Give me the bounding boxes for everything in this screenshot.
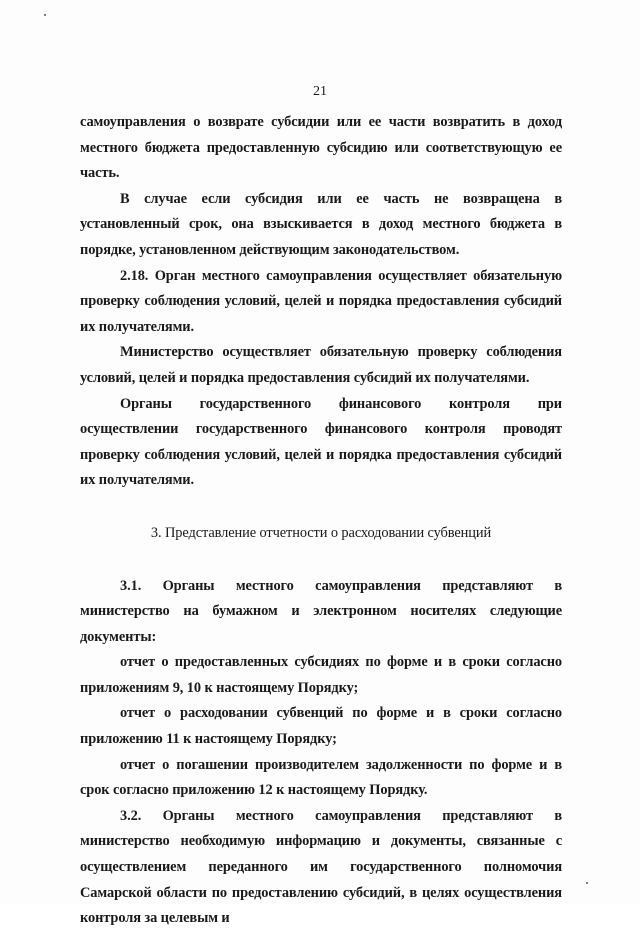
paragraph: Министерство осуществляет обязательную проверку соблюдения условий, целей и порядка предоставления субсидий их получателями. bbox=[80, 344, 562, 386]
scan-speck bbox=[44, 14, 46, 16]
page-number: 21 bbox=[313, 84, 327, 99]
scan-speck bbox=[586, 882, 588, 884]
list-item: отчет о расходовании субвенций по форме и в сроки согласно приложению 11 к настоящему Порядку; bbox=[80, 705, 562, 748]
paragraph: 3.2. Органы местного самоуправления представляют в министерство необходимую информацию и документы, связанные с осуществлением переданного им государственного полномочия Самарской области по предоставлению субсидий, в целях осуществления контроля за целевым и bbox=[80, 807, 562, 927]
section-title: 3. Представление отчетности о расходовании субвенций bbox=[150, 524, 492, 541]
paragraph: самоуправления о возврате субсидии или ее части возвратить в доход местного бюджета предоставленную субсидию или соответствующую ее часть. bbox=[80, 114, 562, 182]
paragraph: 3.1. Органы местного самоуправления представляют в министерство на бумажном и электронном носителях следующие документы: bbox=[80, 577, 562, 645]
paragraph: 2.18. Орган местного самоуправления осуществляет обязательную проверку соблюдения условий, целей и порядка предоставления субсидий их получателями. bbox=[80, 267, 562, 335]
paragraph: Органы государственного финансового контроля при осуществлении государственного финансового контроля проводят проверку соблюдения условий, целей и порядка предоставления субсидий их получателями. bbox=[80, 395, 562, 489]
list-item: отчет о погашении производителем задолженности по форме и в срок согласно приложению 12 к настоящему Порядку. bbox=[80, 756, 562, 799]
document-body bbox=[80, 110, 562, 932]
paragraph: В случае если субсидия или ее часть не возвращена в установленный срок, она взыскивается в доход местного бюджета в порядке, установленном действующим законодательством. bbox=[80, 190, 562, 258]
list-item: отчет о предоставленных субсидиях по форме и в сроки согласно приложениям 9, 10 к настоящему Порядку; bbox=[80, 654, 562, 696]
